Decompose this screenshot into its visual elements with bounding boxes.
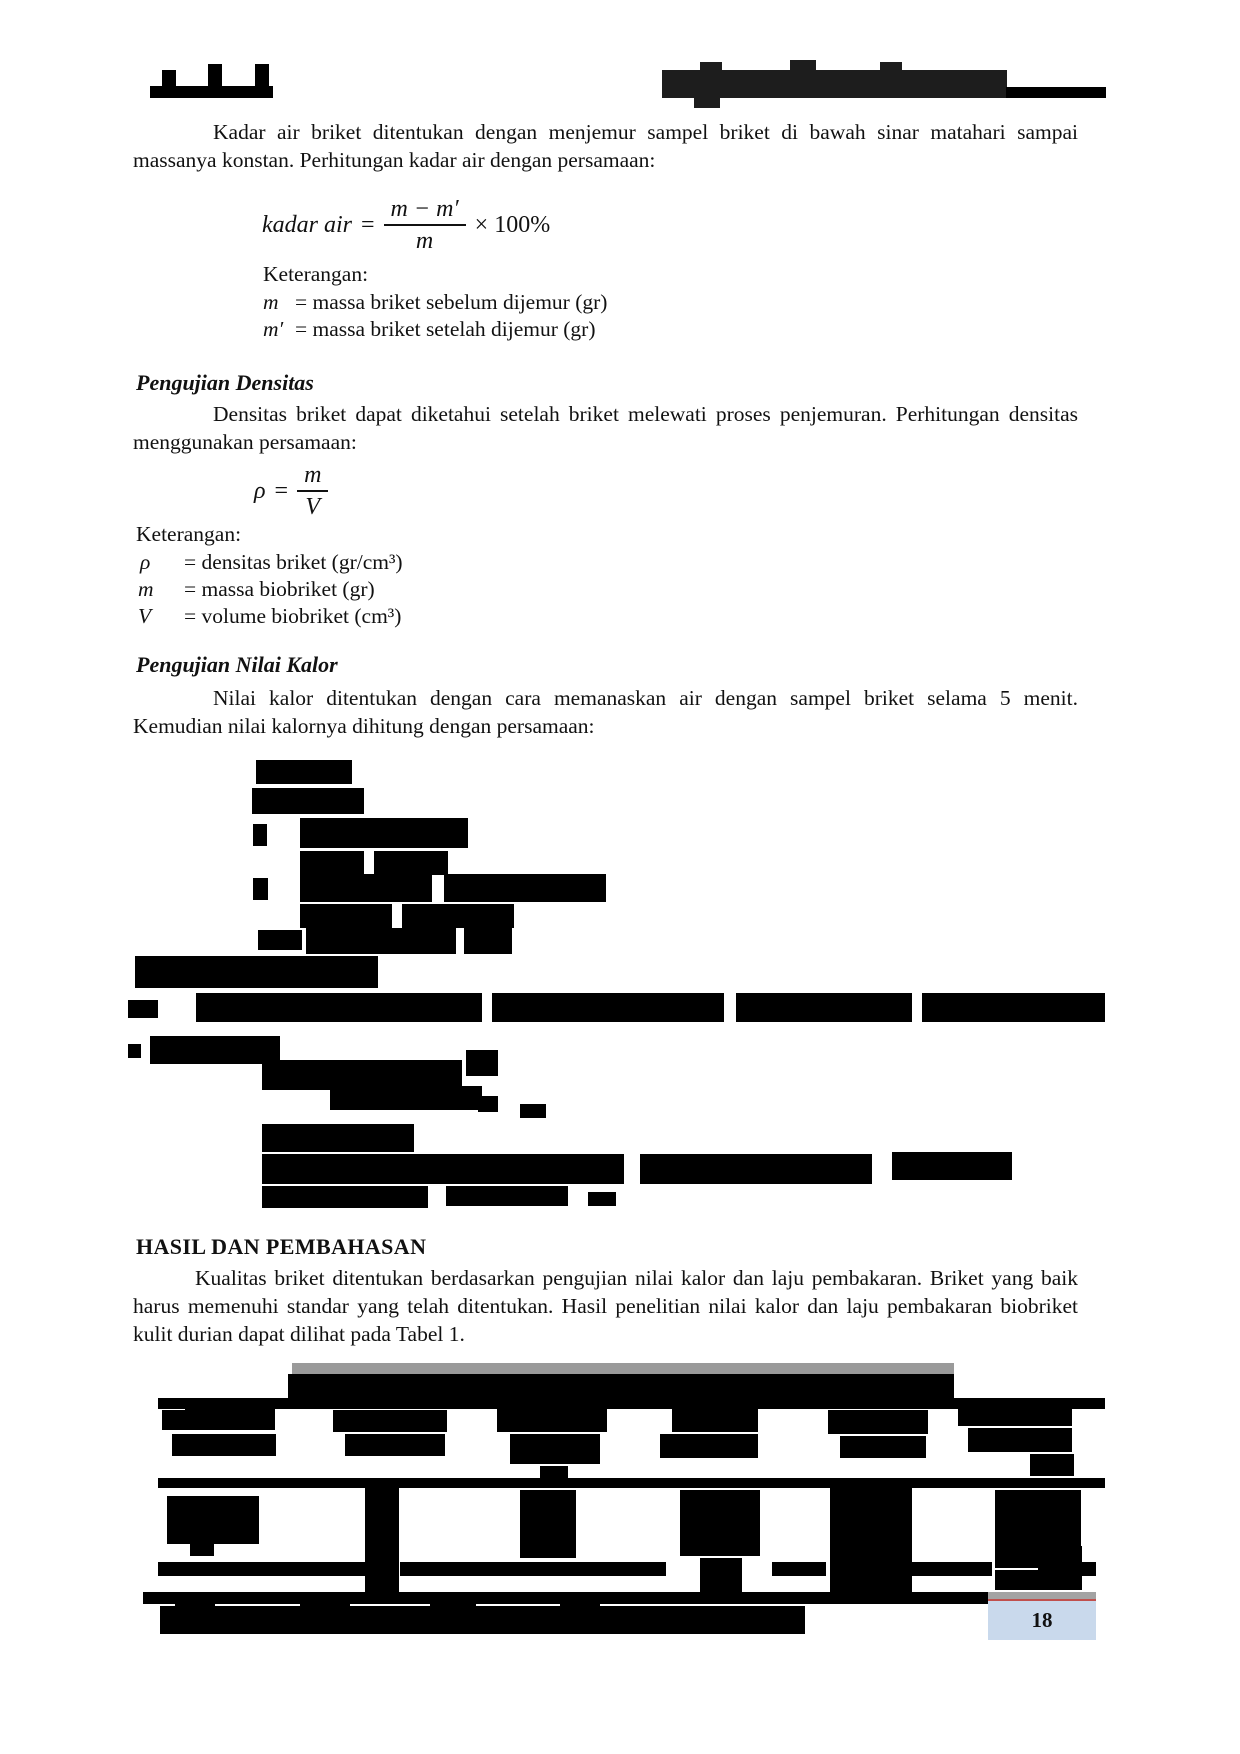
redacted-content-bar <box>172 1434 276 1456</box>
redacted-content-bar <box>790 60 816 72</box>
redacted-content-bar <box>478 1096 498 1112</box>
redacted-content-bar <box>700 1558 742 1594</box>
keterangan-label-kadar-air: Keterangan: <box>263 262 369 286</box>
redacted-content-bar <box>560 1600 600 1608</box>
redacted-content-bar <box>588 1192 616 1206</box>
redacted-content-bar <box>968 1428 1072 1452</box>
redacted-content-bar <box>190 1544 214 1556</box>
redacted-content-bar <box>510 1434 600 1464</box>
redacted-content-bar <box>446 1186 568 1206</box>
redacted-content-bar <box>300 851 364 875</box>
heading-pengujian-densitas: Pengujian Densitas <box>136 370 314 395</box>
fraction <box>384 196 466 255</box>
page-number-box-topbar <box>988 1592 1096 1599</box>
redacted-content-bar <box>262 1124 414 1152</box>
fraction-denominator: m <box>415 228 434 255</box>
redacted-content-bar <box>660 1434 758 1458</box>
redacted-content-bar <box>143 1592 1095 1604</box>
redacted-content-bar <box>830 1488 912 1596</box>
fraction <box>297 462 328 521</box>
redacted-content-bar <box>400 1562 666 1576</box>
definition-meaning: = volume biobriket (cm³) <box>184 604 402 628</box>
redacted-content-bar <box>253 878 268 900</box>
redacted-content-bar <box>374 851 448 875</box>
heading-pengujian-nilai-kalor: Pengujian Nilai Kalor <box>136 652 338 677</box>
paragraph-nilai-kalor: Nilai kalor ditentukan dengan cara memanaskan air dengan sampel briket selama 5 menit. Kemudian nilai kalornya dihitung dengan persamaan: <box>133 686 1078 738</box>
page-number-box <box>988 1592 1096 1640</box>
definition-meaning: = densitas briket (gr/cm³) <box>184 550 403 574</box>
redacted-content-bar <box>128 1044 141 1058</box>
redacted-content-bar <box>958 1402 1018 1426</box>
definition-meaning: = massa biobriket (gr) <box>184 577 375 601</box>
redacted-content-bar <box>430 1600 476 1608</box>
redacted-content-bar <box>402 904 514 928</box>
redacted-content-bar <box>680 1490 760 1556</box>
redacted-content-bar <box>828 1410 928 1434</box>
redacted-content-bar <box>288 1374 954 1398</box>
redacted-content-bar <box>306 928 456 954</box>
redacted-content-bar <box>252 788 364 814</box>
redacted-content-bar <box>185 1408 275 1430</box>
redacted-content-bar <box>520 1104 546 1118</box>
formula-kadar-air-lhs: kadar air <box>262 211 352 238</box>
redacted-content-bar <box>253 824 267 846</box>
definition-symbol: m′ <box>263 317 284 341</box>
redacted-content-bar <box>892 1152 1012 1180</box>
formula-densitas <box>254 462 328 521</box>
fraction-denominator: V <box>305 494 321 521</box>
equals-sign: = <box>361 211 375 238</box>
redacted-content-bar <box>300 818 468 848</box>
fraction-numerator: m <box>297 462 328 492</box>
definition-symbol: V <box>138 604 152 628</box>
redacted-content-bar <box>128 1000 158 1018</box>
formula-kadar-air-suffix: × 100% <box>474 211 551 238</box>
redacted-content-bar <box>196 993 482 1022</box>
paragraph-densitas: Densitas briket dapat diketahui setelah briket melewati proses penjemuran. Perhitungan densitas menggunakan persamaan: <box>133 402 1078 454</box>
page-number: 18 <box>988 1599 1096 1640</box>
redacted-content-bar <box>162 70 176 88</box>
redacted-content-bar <box>150 1036 280 1064</box>
redacted-content-bar <box>175 1600 215 1608</box>
equals-sign: = <box>274 477 289 504</box>
redacted-content-bar <box>466 1050 498 1076</box>
definition-row <box>263 317 596 342</box>
definition-symbol: ρ <box>140 550 151 574</box>
formula-densitas-lhs: ρ <box>254 477 266 504</box>
redacted-content-bar <box>300 904 392 928</box>
redacted-content-bar <box>700 62 722 72</box>
redacted-content-bar <box>492 993 724 1022</box>
definition-row <box>263 290 607 315</box>
definition-row <box>138 577 375 602</box>
paragraph-hasil: Kualitas briket ditentukan berdasarkan pengujian nilai kalor dan laju pembakaran. Briket yang baik harus memenuhi standar yang telah ditentukan. Hasil penelitian nilai kalor dan laju pembakaran biobriket kulit durian dapat dilihat pada Tabel 1. <box>133 1266 1078 1346</box>
redacted-content-bar <box>258 930 302 950</box>
definition-row <box>138 604 401 629</box>
redacted-content-bar <box>1010 1402 1072 1426</box>
redacted-content-bar <box>464 928 512 954</box>
redacted-content-bar <box>345 1434 445 1456</box>
definition-symbol: m <box>263 290 279 314</box>
redacted-content-bar <box>330 1086 482 1110</box>
redacted-content-bar <box>922 993 1105 1022</box>
formula-kadar-air <box>262 196 550 255</box>
redacted-content-bar <box>135 956 378 988</box>
redacted-content-bar <box>1030 1454 1074 1476</box>
redacted-content-bar <box>256 760 352 784</box>
redacted-content-bar <box>208 64 222 88</box>
redacted-content-bar <box>1006 87 1106 98</box>
redacted-content-bar <box>880 62 902 72</box>
redacted-content-bar <box>167 1496 259 1544</box>
redacted-content-bar <box>640 1154 872 1184</box>
redacted-content-bar <box>540 1466 568 1478</box>
definition-meaning: = massa briket setelah dijemur (gr) <box>295 317 596 341</box>
redacted-content-bar <box>662 70 1007 98</box>
redacted-content-bar <box>365 1488 399 1594</box>
redacted-content-bar <box>1046 1562 1096 1576</box>
redacted-content-bar <box>158 1478 1105 1488</box>
redacted-content-bar <box>300 874 432 902</box>
redacted-content-bar <box>497 1406 607 1432</box>
redacted-content-bar <box>300 1600 350 1608</box>
redacted-content-bar <box>262 1186 428 1208</box>
definition-symbol: m <box>138 577 154 601</box>
keterangan-label-densitas: Keterangan: <box>136 522 242 546</box>
redacted-content-bar <box>772 1562 826 1576</box>
redacted-content-bar <box>736 993 912 1022</box>
heading-hasil-dan-pembahasan: HASIL DAN PEMBAHASAN <box>136 1234 427 1259</box>
definition-meaning: = massa briket sebelum dijemur (gr) <box>295 290 608 314</box>
redacted-content-bar <box>255 64 269 88</box>
redacted-content-bar <box>444 874 606 902</box>
redacted-content-bar <box>672 1408 758 1432</box>
definition-row <box>140 550 403 575</box>
paragraph-kadar-air: Kadar air briket ditentukan dengan menjemur sampel briket di bawah sinar matahari sampai massanya konstan. Perhitungan kadar air dengan persamaan: <box>133 120 1078 172</box>
redacted-content-bar <box>520 1490 576 1558</box>
redacted-content-bar <box>840 1436 926 1458</box>
redacted-content-bar <box>262 1154 624 1184</box>
redacted-content-bar <box>160 1606 805 1634</box>
redacted-content-bar <box>694 97 720 108</box>
redacted-content-bar <box>158 1562 366 1576</box>
redacted-content-bar <box>333 1410 447 1432</box>
fraction-numerator: m − m′ <box>384 196 466 226</box>
redacted-content-bar <box>876 1562 992 1576</box>
